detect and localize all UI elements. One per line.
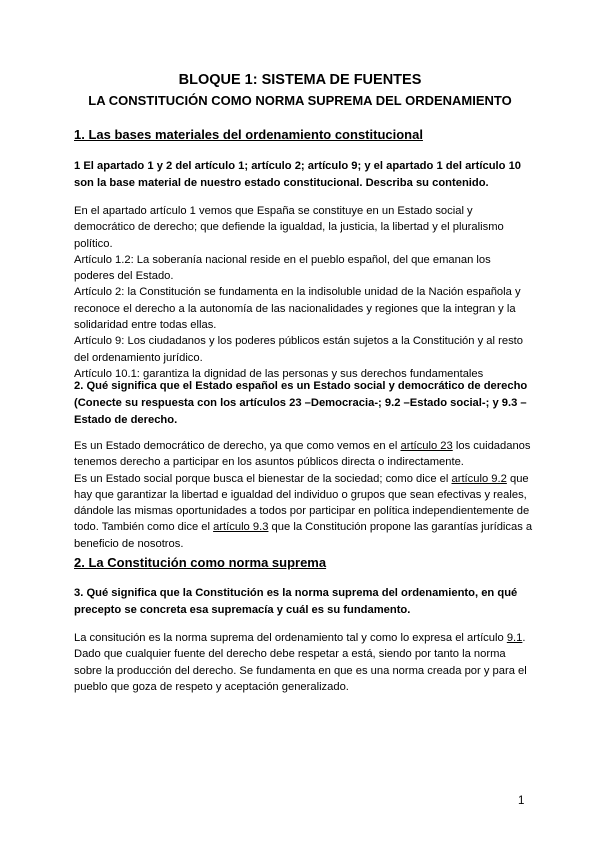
answer-2-line: [74, 519, 534, 535]
answer-1-line: solidaridad entre todas ellas.: [74, 319, 217, 332]
section-2-heading: 2. La Constitución como norma suprema: [74, 555, 327, 570]
question-1-line: 1 El apartado 1 y 2 del artículo 1; artículo 2; artículo 9; y el apartado 1 del artículo 10: [74, 160, 522, 172]
main-title: BLOQUE 1: SISTEMA DE FUENTES: [178, 72, 422, 88]
page-number: 1: [518, 795, 525, 807]
answer-1-line: Artículo 2: la Constitución se fundamenta en la indisoluble unidad de la Nación española y: [74, 286, 521, 299]
question-2-line: (Conecte su respuesta con los artículos 23 –Democracia-; 9.2 –Estado social-; y 9.3 –: [74, 397, 527, 409]
answer-1-line: Artículo 1.2: La soberanía nacional reside en el pueblo español, del que emanan los: [74, 253, 491, 266]
answer-1-line: En el apartado artículo 1 vemos que España se constituye en un Estado social y: [74, 205, 473, 217]
article-9-3-link[interactable]: artículo 9.3: [213, 521, 269, 534]
answer-2-line: tenemos derecho a participar en los asuntos públicos directa o indirectamente.: [74, 456, 464, 469]
answer-2-line: hay que garantizar la libertad e igualdad del individuo o grupos que sean efectivas y reales,: [74, 488, 527, 501]
answer-1-line: del ordenamiento jurídico.: [74, 351, 203, 364]
article-23-link[interactable]: artículo 23: [400, 440, 453, 452]
answer-3-line: pueblo que goza de respeto y aceptación generalizado.: [74, 680, 349, 693]
answer-1-line: poderes del Estado.: [74, 270, 174, 283]
answer-2-line: dándole las mismas oportunidades a todos por participar en política independientemente de: [74, 505, 530, 518]
answer-1-line: Artículo 9: Los ciudadanos y los poderes públicos están sujetos a la Constitución y al resto: [74, 335, 523, 348]
text: que: [506, 472, 529, 485]
answer-2: [74, 438, 534, 552]
answer-2-line: beneficio de nosotros.: [74, 537, 184, 550]
question-2-line: 2. Qué significa que el Estado español es un Estado social y democrático de derecho: [74, 380, 528, 392]
text: Es un Estado social porque busca el bienestar de la sociedad; como dice el: [74, 472, 452, 485]
answer-1-line: político.: [74, 237, 113, 250]
text: Es un Estado democrático de derecho, ya que como vemos en el: [74, 440, 401, 452]
question-1-line: son la base material de nuestro estado constitucional. Describa su contenido.: [74, 177, 489, 189]
answer-1-line: Artículo 10.1: garantiza la dignidad de las personas y sus derechos fundamentales: [74, 367, 484, 380]
answer-1-line: reconoce el derecho a la autonomía de las nacionalidades y regiones que la integran y la: [74, 302, 516, 315]
text: .: [522, 632, 526, 644]
question-2-line: Estado de derecho.: [74, 414, 178, 426]
answer-3: [74, 630, 534, 695]
answer-1: [74, 203, 534, 382]
answer-3-line: [74, 630, 534, 646]
question-2: [74, 378, 532, 429]
subtitle: LA CONSTITUCIÓN COMO NORMA SUPREMA DEL ORDENAMIENTO: [88, 93, 512, 108]
answer-2-line: [74, 438, 534, 454]
text: los cuidadanos: [452, 440, 531, 452]
text: La consitución es la norma suprema del ordenamiento tal y como lo expresa el artículo: [74, 632, 507, 644]
answer-2-line: [74, 471, 534, 487]
question-3: [74, 585, 532, 619]
article-9-2-link[interactable]: artículo 9.2: [451, 472, 507, 485]
answer-3-line: sobre la producción del derecho. Se fundamenta en que es una norma creada por y para el: [74, 664, 527, 677]
text: que la Constitución propone las garantías jurídicas a: [268, 521, 533, 534]
text: todo. También como dice el: [74, 521, 214, 534]
answer-1-line: democrático de derecho; que defiende la igualdad, la justicia, la libertad y el pluralismo: [74, 221, 504, 234]
answer-3-line: Dado que cualquier fuente del derecho debe respetar a está, siendo por tanto la norma: [74, 648, 506, 661]
question-1: [74, 158, 532, 192]
section-1-heading: 1. Las bases materiales del ordenamiento constitucional: [74, 127, 423, 142]
article-9-1-link[interactable]: 9.1: [506, 632, 523, 644]
question-3-line: 3. Qué significa que la Constitución es la norma suprema del ordenamiento, en qué: [74, 587, 518, 599]
question-3-line: precepto se concreta esa supremacía y cuál es su fundamento.: [74, 604, 411, 616]
